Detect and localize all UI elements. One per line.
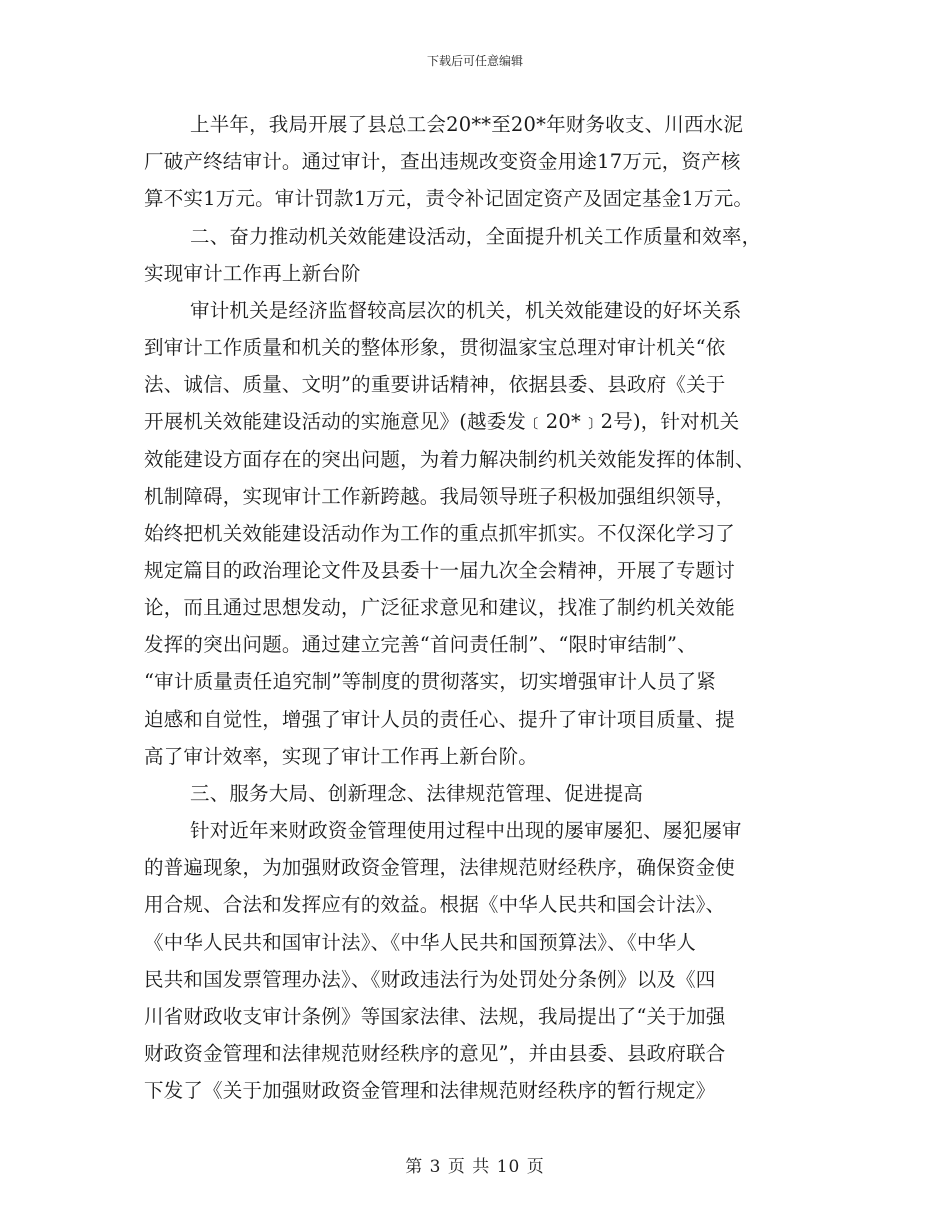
text-line: 开展机关效能建设活动的实施意见》(越委发﹝20*﹞2号)，针对机关 — [144, 410, 740, 433]
text-line: 迫感和自觉性，增强了审计人员的责任心、提升了审计项目质量、提 — [144, 708, 736, 731]
text-line: 上半年，我局开展了县总工会20**至20*年财务收支、川西水泥 — [190, 113, 744, 136]
text-line: 发挥的突出问题。通过建立完善“首问责任制”、“限时审结制”、 — [144, 633, 697, 656]
text-line: 效能建设方面存在的突出问题，为着力解决制约机关效能发挥的体制、 — [144, 448, 755, 471]
text-line: 川省财政收支审计条例》等国家法律、法规，我局提出了“关于加强 — [144, 1005, 726, 1028]
text-line: 用合规、合法和发挥应有的效益。根据《中华人民共和国会计法》、 — [144, 893, 726, 916]
text-line: 下发了《关于加强财政资金管理和法律规范财经秩序的暂行规定》 — [144, 1079, 716, 1102]
text-line: 法、诚信、质量、文明”的重要讲话精神，依据县委、县政府《关于 — [144, 373, 726, 396]
text-line: 《中华人民共和国审计法》、《中华人民共和国预算法》、《中华人 — [144, 931, 697, 954]
section-heading: 实现审计工作再上新台阶 — [144, 262, 361, 285]
text-line: 的普遍现象，为加强财政资金管理，法律规范财经秩序，确保资金使 — [144, 856, 736, 879]
text-line: “审计质量责任追究制”等制度的贯彻落实，切实增强审计人员了紧 — [144, 670, 716, 693]
text-line: 审计机关是经济监督较高层次的机关，机关效能建设的好坏关系 — [190, 299, 742, 322]
text-line: 民共和国发票管理办法》、《财政违法行为处罚处分条例》以及《四 — [144, 968, 716, 991]
text-line: 厂破产终结审计。通过审计，查出违规改变资金用途17万元，资产核 — [144, 150, 741, 173]
section-heading: 二、奋力推动机关效能建设活动，全面提升机关工作质量和效率， — [190, 225, 762, 248]
text-line: 机制障碍，实现审计工作新跨越。我局领导班子积极加强组织领导， — [144, 485, 736, 508]
text-line: 始终把机关效能建设活动作为工作的重点抓牢抓实。不仅深化学习了 — [144, 522, 736, 545]
page-footer: 第 3 页 共 10 页 — [405, 1157, 545, 1177]
page-header: 下载后可任意编辑 — [426, 54, 523, 68]
text-line: 论，而且通过思想发动，广泛征求意见和建议，找准了制约机关效能 — [144, 596, 736, 619]
text-line: 高了审计效率，实现了审计工作再上新台阶。 — [144, 745, 539, 768]
text-line: 规定篇目的政治理论文件及县委十一届九次全会精神，开展了专题讨 — [144, 559, 736, 582]
text-line: 针对近年来财政资金管理使用过程中出现的屡审屡犯、屡犯屡审 — [190, 819, 742, 842]
section-heading: 三、服务大局、创新理念、法律规范管理、促进提高 — [190, 782, 644, 805]
text-line: 财政资金管理和法律规范财经秩序的意见”，并由县委、县政府联合 — [144, 1042, 726, 1065]
text-line: 到审计工作质量和机关的整体形象，贯彻温家宝总理对审计机关“依 — [144, 336, 726, 359]
text-line: 算不实1万元。审计罚款1万元，责令补记固定资产及固定基金1万元。 — [144, 187, 754, 210]
